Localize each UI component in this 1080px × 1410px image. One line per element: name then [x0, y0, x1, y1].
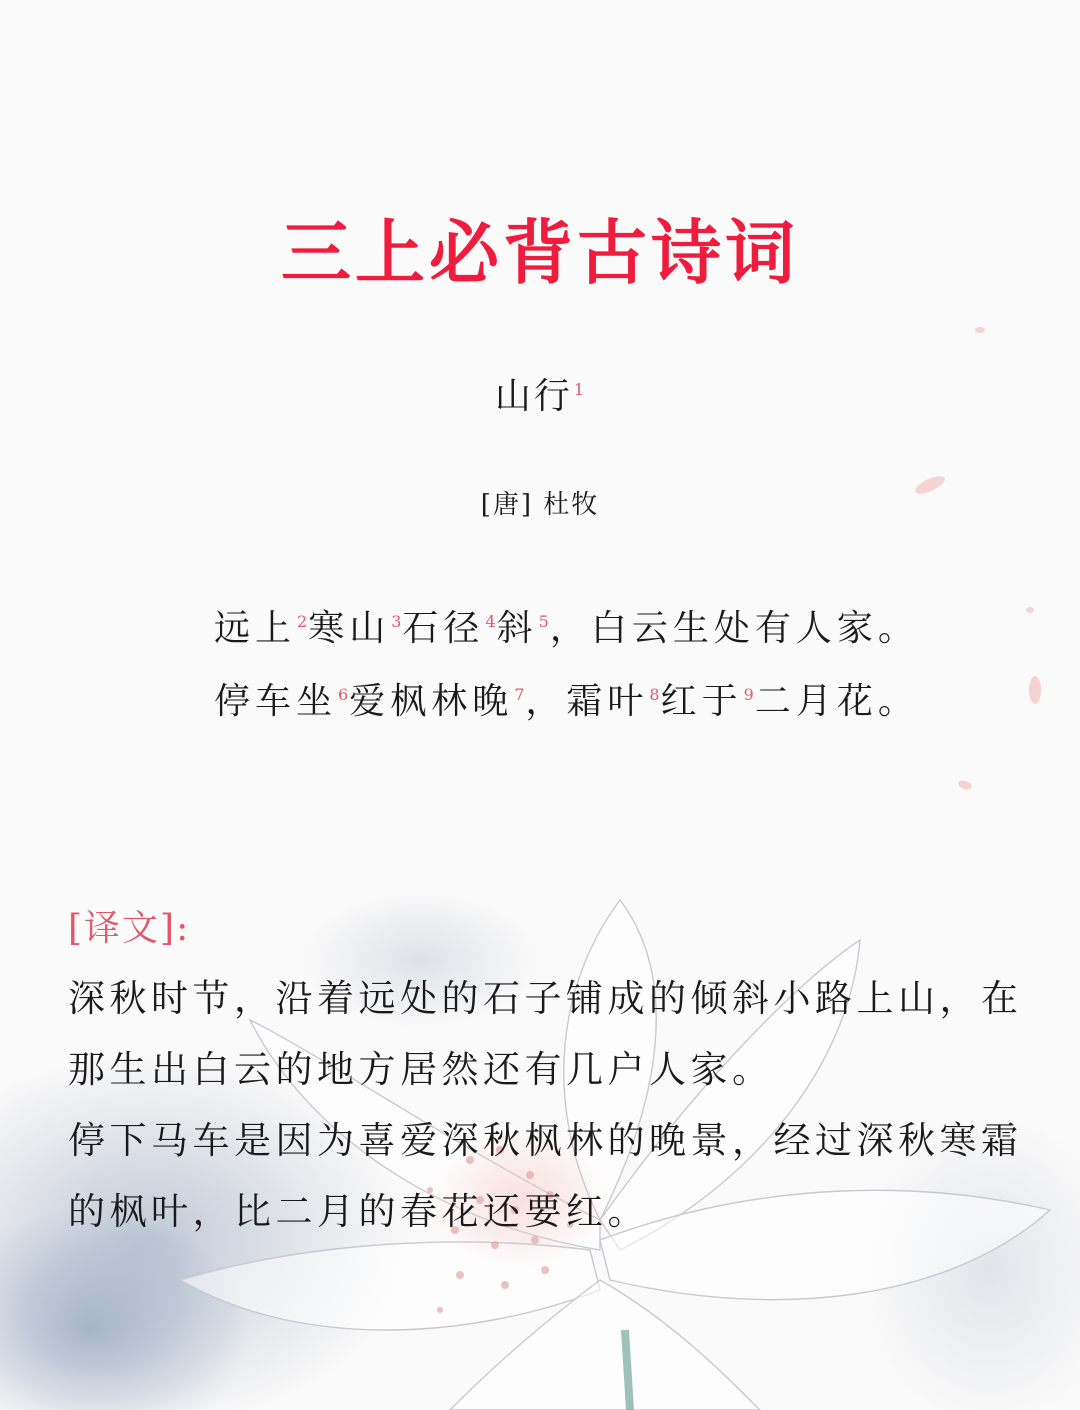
footnote-marker: 1 [573, 380, 585, 399]
poem-line-1 [214, 600, 919, 651]
poem-text-segment: 石径 [402, 608, 485, 649]
poem-author: [唐] 杜牧 [480, 490, 600, 520]
translation-heading: [译文]: [68, 908, 191, 949]
footnote-marker: 6 [338, 685, 349, 704]
footnote-marker: 7 [514, 685, 525, 704]
translation-paragraph: 停下马车是因为喜爱深秋枫林的晚景，经过深秋寒霜的枫叶，比二月的春花还要红。 [68, 1119, 1023, 1233]
poem-title [0, 368, 1080, 419]
poem-text-segment: 停车坐 [214, 681, 338, 722]
poem-text-segment: ，霜叶 [525, 681, 649, 722]
poem-text-segment: 红于 [660, 681, 743, 722]
poem-title-text: 山行 [494, 376, 573, 417]
translation-body [68, 963, 1028, 1247]
poem-text-segment: 远上 [214, 608, 297, 649]
footnote-marker: 8 [649, 685, 660, 704]
poem-text-segment: 爱枫林晚 [349, 681, 514, 722]
poem-text-segment: 斜 [496, 608, 538, 649]
footnote-marker: 3 [391, 612, 402, 631]
translation-paragraph: 深秋时节，沿着远处的石子铺成的倾斜小路上山，在那生出白云的地方居然还有几户人家。 [68, 977, 1023, 1091]
footnote-marker: 5 [538, 612, 549, 631]
poem-text-segment: 二月花。 [754, 681, 919, 722]
footnote-marker: 4 [485, 612, 496, 631]
footnote-marker: 2 [297, 612, 308, 631]
poem-line-2 [214, 673, 919, 724]
footnote-marker: 9 [743, 685, 754, 704]
poem-text-segment: 寒山 [308, 608, 391, 649]
page-title: 三上必背古诗词 [281, 211, 799, 294]
poem-text-segment: ，白云生处有人家。 [549, 608, 919, 649]
